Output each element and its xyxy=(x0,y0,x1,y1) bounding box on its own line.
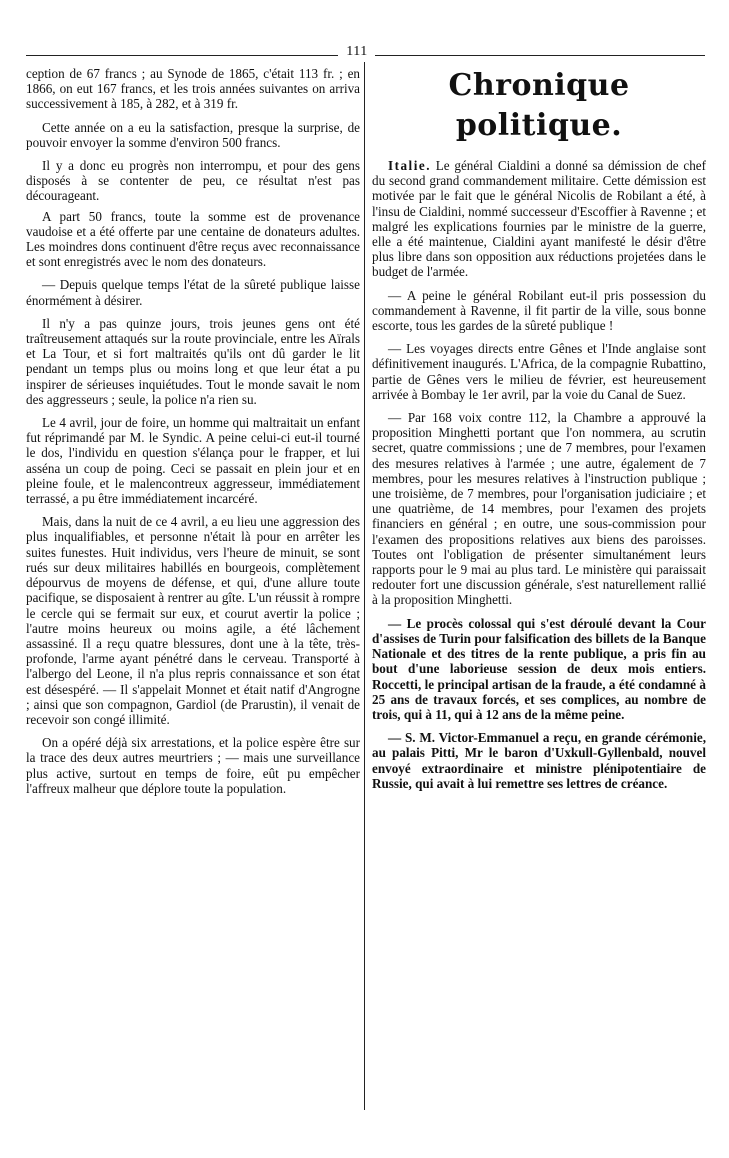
left-paragraph-9: On a opéré déjà six arrestations, et la police espère être sur la trace des deux autres meurtriers ; — mais une surveillance plus active, surtout en temps de foire, eût pu empêcher l'affreux malheur que déplore toute la population. xyxy=(26,735,360,796)
right-column xyxy=(372,66,706,791)
right-paragraph-5: — Le procès colossal qui s'est déroulé devant la Cour d'assises de Turin pour falsification des billets de la Banque Nationale et des titres de la rente publique, a pris fin au bout d'une laborieuse session de deux mois entiers. Roccetti, le principal artisan de la fraude, a été condamné à 25 ans de travaux forcés, et ses complices, au nombre de trois, qui à 11, qui à 12 ans de la même peine. xyxy=(372,615,706,722)
page-number: 111 xyxy=(346,44,368,59)
right-paragraph-1-text: Le général Cialdini a donné sa démission de chef du second grand commandement militaire. Cette démission est motivée par le fait que le général Nicolis de Robilant a été, à l'insu de Cialdini, nommé successeur d'Escoffier à Ravenne ; et malgré les explications fournies par le ministre de la guerre, elle a été maintenue, Cialdini ayant manifesté le désir d'être plus libre dans son opposition aux réductions projetées dans le budget de l'armée. xyxy=(372,158,706,280)
column-divider xyxy=(364,62,365,1110)
right-paragraph-1 xyxy=(372,158,706,280)
header-rule-left xyxy=(26,55,338,56)
lead-word: Italie. xyxy=(388,158,431,173)
left-paragraph-8: Mais, dans la nuit de ce 4 avril, a eu lieu une aggression des plus inqualifiables, et personne n'était là pour en arrêter les suites funestes. Huit individus, vers l'heure de minuit, se sont rués sur deux militaires habillés en bourgeois, complètement dépourvus de moyens de défense, et qui, d'une allure toute pacifique, se disposaient à rentrer au gîte. L'un réussit à rompre le cercle qui se fermait sur eux, et courut avertir la police ; l'autre moins heureux ou moins agile, a été lâchement assassiné. Il a reçu quatre blessures, dont une à la tête, très-profonde, l'arme ayant pénétré dans le cerveau. Transporté à l'albergo del Leone, il n'a plus repris connaissance et son état est désespéré. — Il s'appelait Monnet et était natif d'Angrogne ; ainsi que son compagnon, Gardiol (de Prarustin), il venait de recevoir son congé illimité. xyxy=(26,514,360,727)
left-paragraph-5: — Depuis quelque temps l'état de la sûreté publique laisse énormément à désirer. xyxy=(26,277,360,308)
left-paragraph-3: Il y a donc eu progrès non interrompu, et pour des gens disposés à se contenter de peu, ce résultat n'est pas décourageant. xyxy=(26,158,360,204)
left-paragraph-1: ception de 67 francs ; au Synode de 1865, c'était 113 fr. ; en 1866, on eut 167 francs, et les trois années suivantes on arriva successivement à 185, à 282, et à 319 fr. xyxy=(26,66,360,112)
left-paragraph-2: Cette année on a eu la satisfaction, presque la surprise, de pouvoir envoyer la somme d'environ 500 francs. xyxy=(26,119,360,150)
left-paragraph-7: Le 4 avril, jour de foire, un homme qui maltraitait un enfant fut réprimandé par M. le Syndic. A peine celui-ci eut-il tourné le dos, l'individu en question s'élança pour le frapper, et lui asséna un coup de poing. Ceci se passait en plein jour et en pleine foule, et le malencontreux aggresseur, immédiatement terrassé, a pu être immédiatement incarcéré. xyxy=(26,415,360,507)
right-paragraph-4: — Par 168 voix contre 112, la Chambre a approuvé la proposition Minghetti portant que l'on nommera, au scrutin secret, quatre commissions ; une de 7 membres, pour l'examen des mesures relatives à l'armée ; une autre, également de 7 membres, pour les mesures relatives à l'instruction publique ; une troisième, de 7 membres, pour l'organisation judiciaire ; et une quatrième, de 14 membres, pour l'examen des projets financiers en général ; en outre, une sous-commission pour l'examen des propositions relatives aux biens des paroisses. Toutes ont l'obligation de présenter simultanément leurs rapports pour le 9 mai au plus tard. Le ministère qui paraissait redouter fort une discussion générale, s'est naturellement rallié à la proposition Minghetti. xyxy=(372,410,706,608)
left-column xyxy=(26,66,360,796)
right-paragraph-3: — Les voyages directs entre Gênes et l'Inde anglaise sont définitivement inaugurés. L'Africa, de la compagnie Rubattino, partie de Gênes vers le milieu de février, est heureusement arrivée à Bombay le 1er avril, par la voie du Canal de Suez. xyxy=(372,341,706,402)
right-paragraph-2: — A peine le général Robilant eut-il pris possession du commandement à Ravenne, il fit partir de la ville, sous bonne escorte, tous les gardes de la sûreté publique ! xyxy=(372,287,706,334)
header-rule-right xyxy=(375,55,705,56)
left-paragraph-4: A part 50 francs, toute la somme est de provenance vaudoise et a été offerte par une centaine de donateurs adultes. Les moindres dons continuent d'être reçus avec reconnaissance et sont enregistrés avec le nom des donateurs. xyxy=(26,208,360,270)
left-paragraph-6: Il n'y a pas quinze jours, trois jeunes gens ont été traîtreusement attaqués sur la route provinciale, entre les Aïrals et La Tour, et si fort maltraités qu'ils ont dû garder le lit pendant un temps plus ou moins long et que leur état a pu inspirer de sérieuses inquiétudes. Tout le monde savait le nom des aggresseurs ; seule, la police n'a rien su. xyxy=(26,315,360,407)
right-paragraph-6: — S. M. Victor-Emmanuel a reçu, en grande cérémonie, au palais Pitti, Mr le baron d'Uxkull-Gyllenbald, nouvel envoyé extraordinaire et ministre plénipotentiaire de Russie, qui avait à lui remettre ses lettres de créance. xyxy=(372,730,706,791)
section-title: Chronique politique. xyxy=(448,68,630,143)
